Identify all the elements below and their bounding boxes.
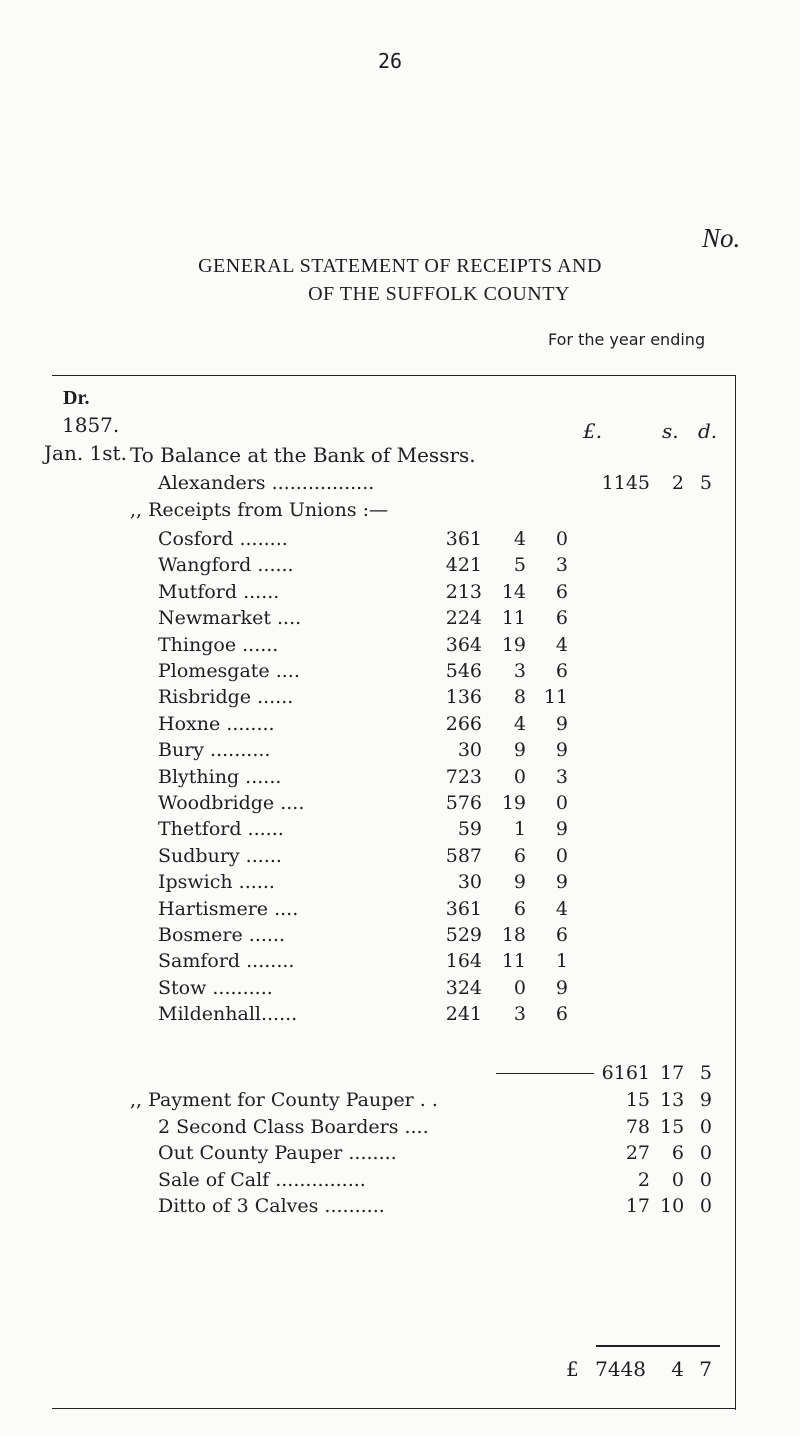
union-pence: 3 <box>555 554 568 576</box>
union-shillings: 14 <box>501 581 526 603</box>
union-name: Blything ...... <box>158 766 282 788</box>
union-pence: 9 <box>555 818 568 840</box>
union-shillings: 4 <box>513 528 526 550</box>
union-pence: 0 <box>555 528 568 550</box>
union-pence: 6 <box>555 1003 568 1025</box>
pence-column-header: d. <box>698 419 718 443</box>
union-pence: 6 <box>555 660 568 682</box>
other-item-shillings: 15 <box>660 1116 685 1138</box>
other-item-shillings: 10 <box>660 1195 685 1217</box>
union-pence: 9 <box>555 739 568 761</box>
other-item-shillings: 13 <box>660 1089 685 1111</box>
union-name: Newmarket .... <box>158 607 302 629</box>
balance-line-2-label: Alexanders ................. <box>158 472 375 494</box>
other-item-pence: 0 <box>699 1169 712 1191</box>
union-pounds: 576 <box>445 792 482 814</box>
union-shillings: 4 <box>513 713 526 735</box>
union-pounds: 59 <box>457 818 482 840</box>
union-pence: 9 <box>555 977 568 999</box>
grand-total-rule <box>596 1345 720 1347</box>
union-name: Bury .......... <box>158 739 271 761</box>
other-item-label: Sale of Calf ............... <box>158 1169 366 1191</box>
balance-pence: 5 <box>699 472 712 494</box>
union-pounds: 529 <box>445 924 482 946</box>
union-pounds: 324 <box>445 977 482 999</box>
union-pounds: 421 <box>445 554 482 576</box>
balance-shillings: 2 <box>671 472 684 494</box>
union-name: Thingoe ...... <box>158 634 279 656</box>
other-item-pence: 9 <box>699 1089 712 1111</box>
union-shillings: 11 <box>501 607 526 629</box>
union-pounds: 30 <box>457 739 482 761</box>
other-item-pence: 0 <box>699 1142 712 1164</box>
grand-total-pence: 7 <box>699 1357 712 1381</box>
union-pence: 0 <box>555 845 568 867</box>
union-shillings: 9 <box>513 871 526 893</box>
union-name: Mutford ...... <box>158 581 280 603</box>
union-name: Risbridge ...... <box>158 686 294 708</box>
union-name: Mildenhall...... <box>158 1003 298 1025</box>
union-shillings: 3 <box>513 1003 526 1025</box>
union-pence: 11 <box>543 686 568 708</box>
union-pence: 6 <box>555 581 568 603</box>
union-shillings: 19 <box>501 792 526 814</box>
union-pounds: 546 <box>445 660 482 682</box>
union-pence: 1 <box>555 950 568 972</box>
ledger-bottom-rule <box>52 1408 736 1409</box>
union-pounds: 361 <box>445 528 482 550</box>
union-name: Plomesgate .... <box>158 660 300 682</box>
union-name: Samford ........ <box>158 950 295 972</box>
balance-pounds: 1145 <box>601 472 650 494</box>
year-ending-caption: For the year ending <box>548 330 706 349</box>
union-pounds: 224 <box>445 607 482 629</box>
union-pence: 4 <box>555 898 568 920</box>
union-pounds: 30 <box>457 871 482 893</box>
other-item-label: Out County Pauper ........ <box>158 1142 397 1164</box>
union-pence: 9 <box>555 871 568 893</box>
union-name: Bosmere ...... <box>158 924 286 946</box>
union-pounds: 723 <box>445 766 482 788</box>
union-name: Thetford ...... <box>158 818 284 840</box>
union-name: Cosford ........ <box>158 528 288 550</box>
pounds-column-header: £. <box>583 419 603 443</box>
union-pence: 6 <box>555 924 568 946</box>
union-pounds: 164 <box>445 950 482 972</box>
unions-total-shillings: 17 <box>660 1062 685 1084</box>
union-pence: 9 <box>555 713 568 735</box>
union-shillings: 0 <box>513 977 526 999</box>
union-name: Hoxne ........ <box>158 713 275 735</box>
union-shillings: 3 <box>513 660 526 682</box>
other-item-label: ,, Payment for County Pauper . . <box>130 1089 438 1111</box>
grand-total-pounds: 7448 <box>595 1357 646 1381</box>
ledger-right-rule <box>735 375 736 1410</box>
union-shillings: 11 <box>501 950 526 972</box>
union-shillings: 19 <box>501 634 526 656</box>
union-pence: 6 <box>555 607 568 629</box>
union-pence: 3 <box>555 766 568 788</box>
union-pence: 4 <box>555 634 568 656</box>
other-item-pence: 0 <box>699 1195 712 1217</box>
union-pounds: 213 <box>445 581 482 603</box>
union-name: Sudbury ...... <box>158 845 282 867</box>
other-item-pounds: 78 <box>625 1116 650 1138</box>
debit-label: Dr. <box>63 387 90 409</box>
ledger-year: 1857. <box>62 413 120 437</box>
union-pence: 0 <box>555 792 568 814</box>
other-item-label: Ditto of 3 Calves .......... <box>158 1195 385 1217</box>
union-name: Hartismere .... <box>158 898 299 920</box>
other-item-pence: 0 <box>699 1116 712 1138</box>
union-name: Woodbridge .... <box>158 792 305 814</box>
union-shillings: 0 <box>513 766 526 788</box>
other-item-pounds: 2 <box>637 1169 650 1191</box>
other-item-pounds: 27 <box>625 1142 650 1164</box>
union-name: Stow .......... <box>158 977 273 999</box>
balance-line-1: To Balance at the Bank of Messrs. <box>130 443 476 467</box>
page-title-line-1: GENERAL STATEMENT OF RECEIPTS AND <box>198 255 602 277</box>
union-pounds: 364 <box>445 634 482 656</box>
union-pounds: 136 <box>445 686 482 708</box>
union-shillings: 18 <box>501 924 526 946</box>
union-shillings: 1 <box>513 818 526 840</box>
other-item-pounds: 17 <box>625 1195 650 1217</box>
page-title-line-2: OF THE SUFFOLK COUNTY <box>308 283 570 305</box>
union-shillings: 6 <box>513 898 526 920</box>
document-number-label: No. <box>702 223 741 253</box>
page-number: 26 <box>378 49 403 73</box>
union-name: Ipswich ...... <box>158 871 275 893</box>
union-pounds: 266 <box>445 713 482 735</box>
union-pounds: 587 <box>445 845 482 867</box>
ledger-top-rule <box>52 375 736 376</box>
receipts-header: ,, Receipts from Unions :— <box>130 499 389 521</box>
unions-subtotal-rule <box>496 1073 594 1074</box>
ledger-date: Jan. 1st. <box>44 441 127 465</box>
other-item-pounds: 15 <box>625 1089 650 1111</box>
unions-total-pounds: 6161 <box>601 1062 650 1084</box>
union-pounds: 241 <box>445 1003 482 1025</box>
union-shillings: 9 <box>513 739 526 761</box>
shillings-column-header: s. <box>662 419 679 443</box>
other-item-label: 2 Second Class Boarders .... <box>158 1116 429 1138</box>
union-shillings: 5 <box>513 554 526 576</box>
grand-total-shillings: 4 <box>671 1357 684 1381</box>
union-shillings: 6 <box>513 845 526 867</box>
union-shillings: 8 <box>513 686 526 708</box>
unions-total-pence: 5 <box>699 1062 712 1084</box>
other-item-shillings: 6 <box>671 1142 684 1164</box>
grand-total-symbol: £ <box>566 1357 579 1381</box>
other-item-shillings: 0 <box>671 1169 684 1191</box>
union-pounds: 361 <box>445 898 482 920</box>
union-name: Wangford ...... <box>158 554 294 576</box>
